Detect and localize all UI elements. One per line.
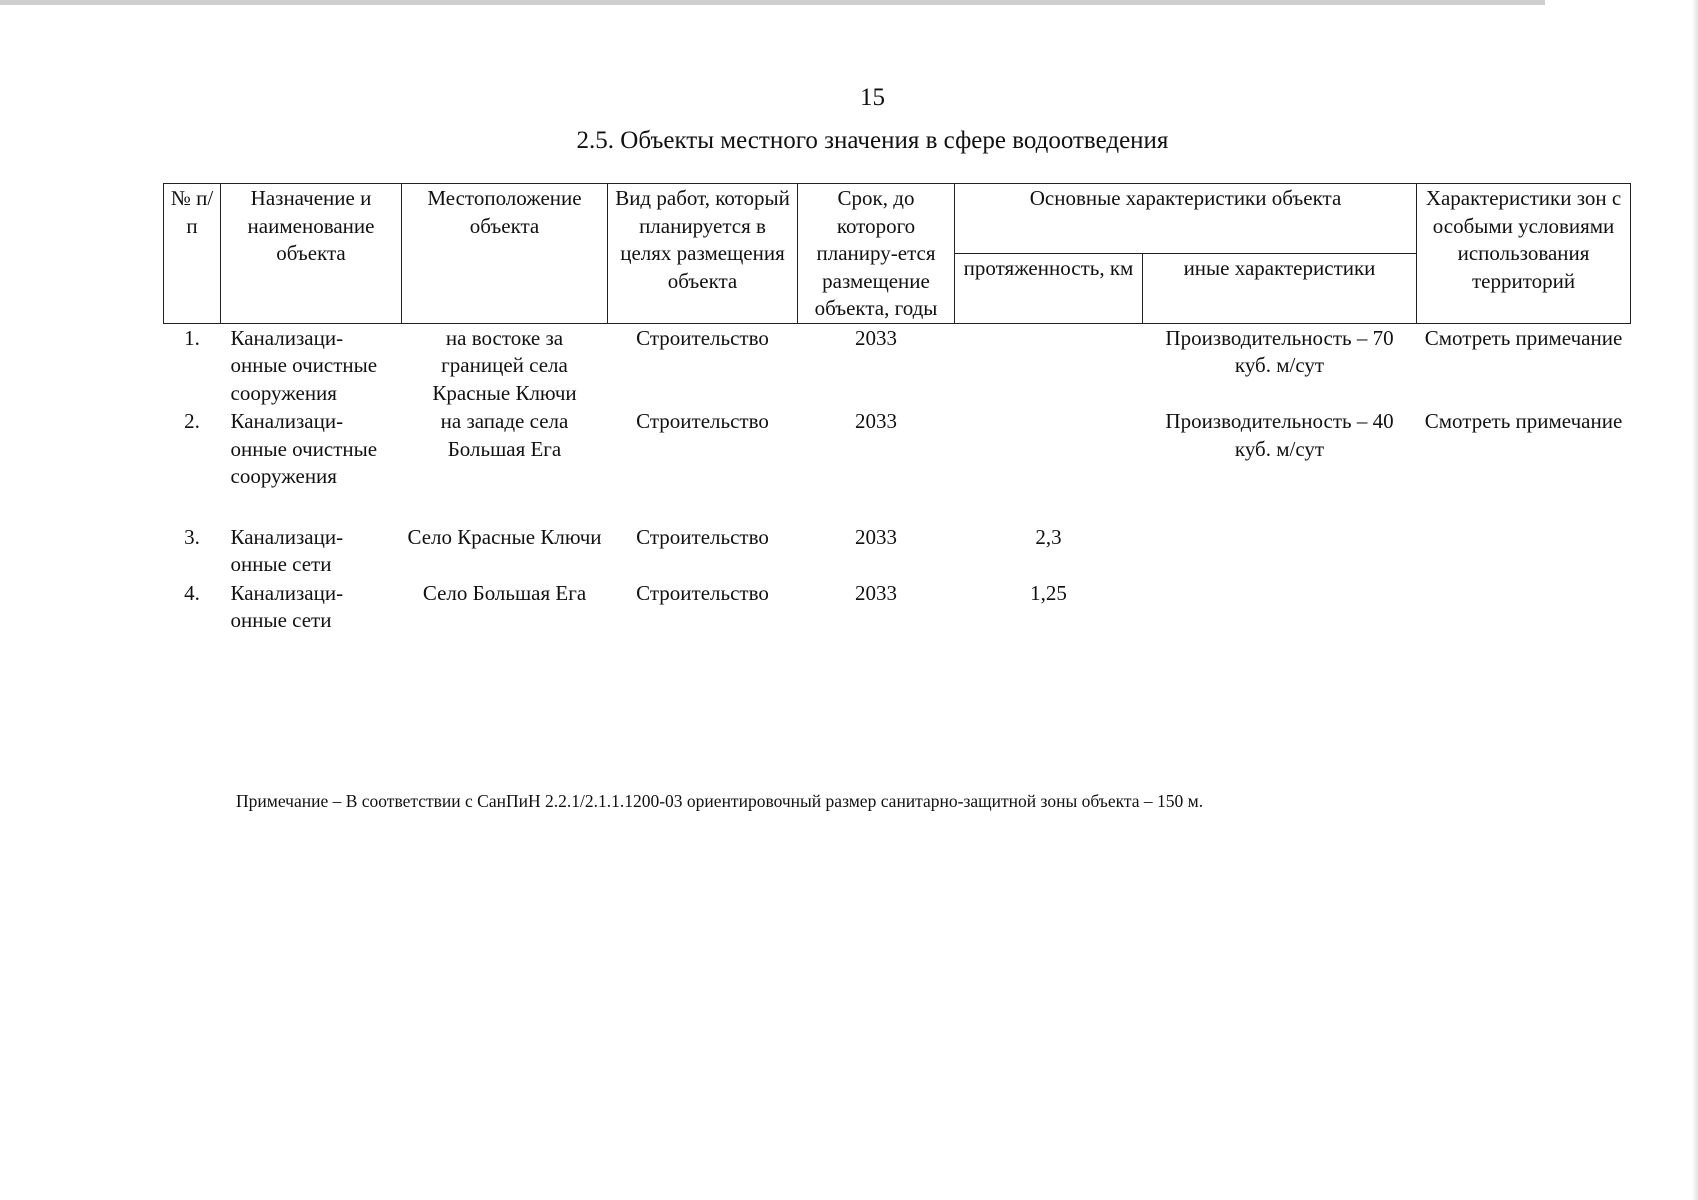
row-other: Производительность – 40 куб. м/сут [1165, 409, 1394, 461]
header-length: протяженность, км [955, 253, 1143, 323]
table-note: Примечание – В соответствии с СанПиН 2.2.1/2.1.1.1200-03 ориентировочный размер санитарно-защитной зоны объекта – 150 м. [236, 791, 1204, 811]
scan-edge-top [0, 0, 1545, 5]
table-row [164, 523, 1631, 579]
row-zones: Смотреть примечание [1424, 409, 1623, 433]
header-main-characteristics: Основные характеристики объекта [955, 184, 1417, 254]
row-name: Канализаци-онные сети [230, 524, 344, 576]
scan-edge-right [1692, 0, 1698, 1200]
header-term: Срок, до которого планиру-ется размещение объекта, годы [798, 184, 955, 324]
row-length [955, 407, 1143, 523]
row-location: на западе села Большая Ега [440, 409, 569, 461]
row-zones [1417, 523, 1631, 579]
row-num: 3. [184, 524, 200, 549]
row-other [1143, 523, 1417, 579]
row-num: 1. [184, 325, 200, 350]
table-row [164, 407, 1631, 523]
row-location: на востоке за границей села Красные Ключи [432, 325, 577, 405]
table-row [164, 323, 1631, 407]
row-length: 1,25 [1030, 580, 1067, 605]
row-work: Строительство [636, 524, 769, 549]
row-location: Село Большая Ега [422, 580, 587, 605]
row-term: 2033 [855, 325, 897, 350]
row-zones [1417, 579, 1631, 635]
row-num: 2. [184, 409, 200, 433]
row-location: Село Красные Ключи [407, 524, 602, 549]
section-title: 2.5. Объекты местного значения в сфере водоотведения [576, 127, 1169, 154]
header-work: Вид работ, который планируется в целях размещения объекта [608, 184, 798, 324]
water-disposal-objects-table [163, 183, 1631, 635]
row-other [1143, 579, 1417, 635]
header-other: иные характеристики [1143, 253, 1417, 323]
row-name: Канализаци-онные очистные сооружения [230, 409, 378, 488]
table-header-row [164, 184, 1631, 254]
table-row [164, 579, 1631, 635]
row-length: 2,3 [1035, 524, 1062, 549]
header-zones: Характеристики зон с особыми условиями использования территорий [1417, 184, 1631, 324]
header-location: Местоположение объекта [402, 184, 608, 324]
header-name: Назначение и наименование объекта [221, 184, 402, 324]
row-work: Строительство [636, 580, 769, 605]
row-term: 2033 [855, 580, 897, 605]
row-other: Производительность – 70 куб. м/сут [1165, 325, 1394, 377]
header-num: № п/п [164, 184, 221, 324]
row-term: 2033 [855, 409, 897, 433]
row-zones: Смотреть примечание [1424, 325, 1623, 350]
row-name: Канализаци-онные очистные сооружения [230, 325, 378, 405]
row-work: Строительство [636, 325, 769, 350]
row-num: 4. [184, 580, 200, 605]
row-work: Строительство [636, 409, 769, 433]
row-term: 2033 [855, 524, 897, 549]
page-number: 15 [860, 84, 885, 111]
row-name: Канализаци-онные сети [230, 580, 344, 632]
row-length [955, 323, 1143, 407]
